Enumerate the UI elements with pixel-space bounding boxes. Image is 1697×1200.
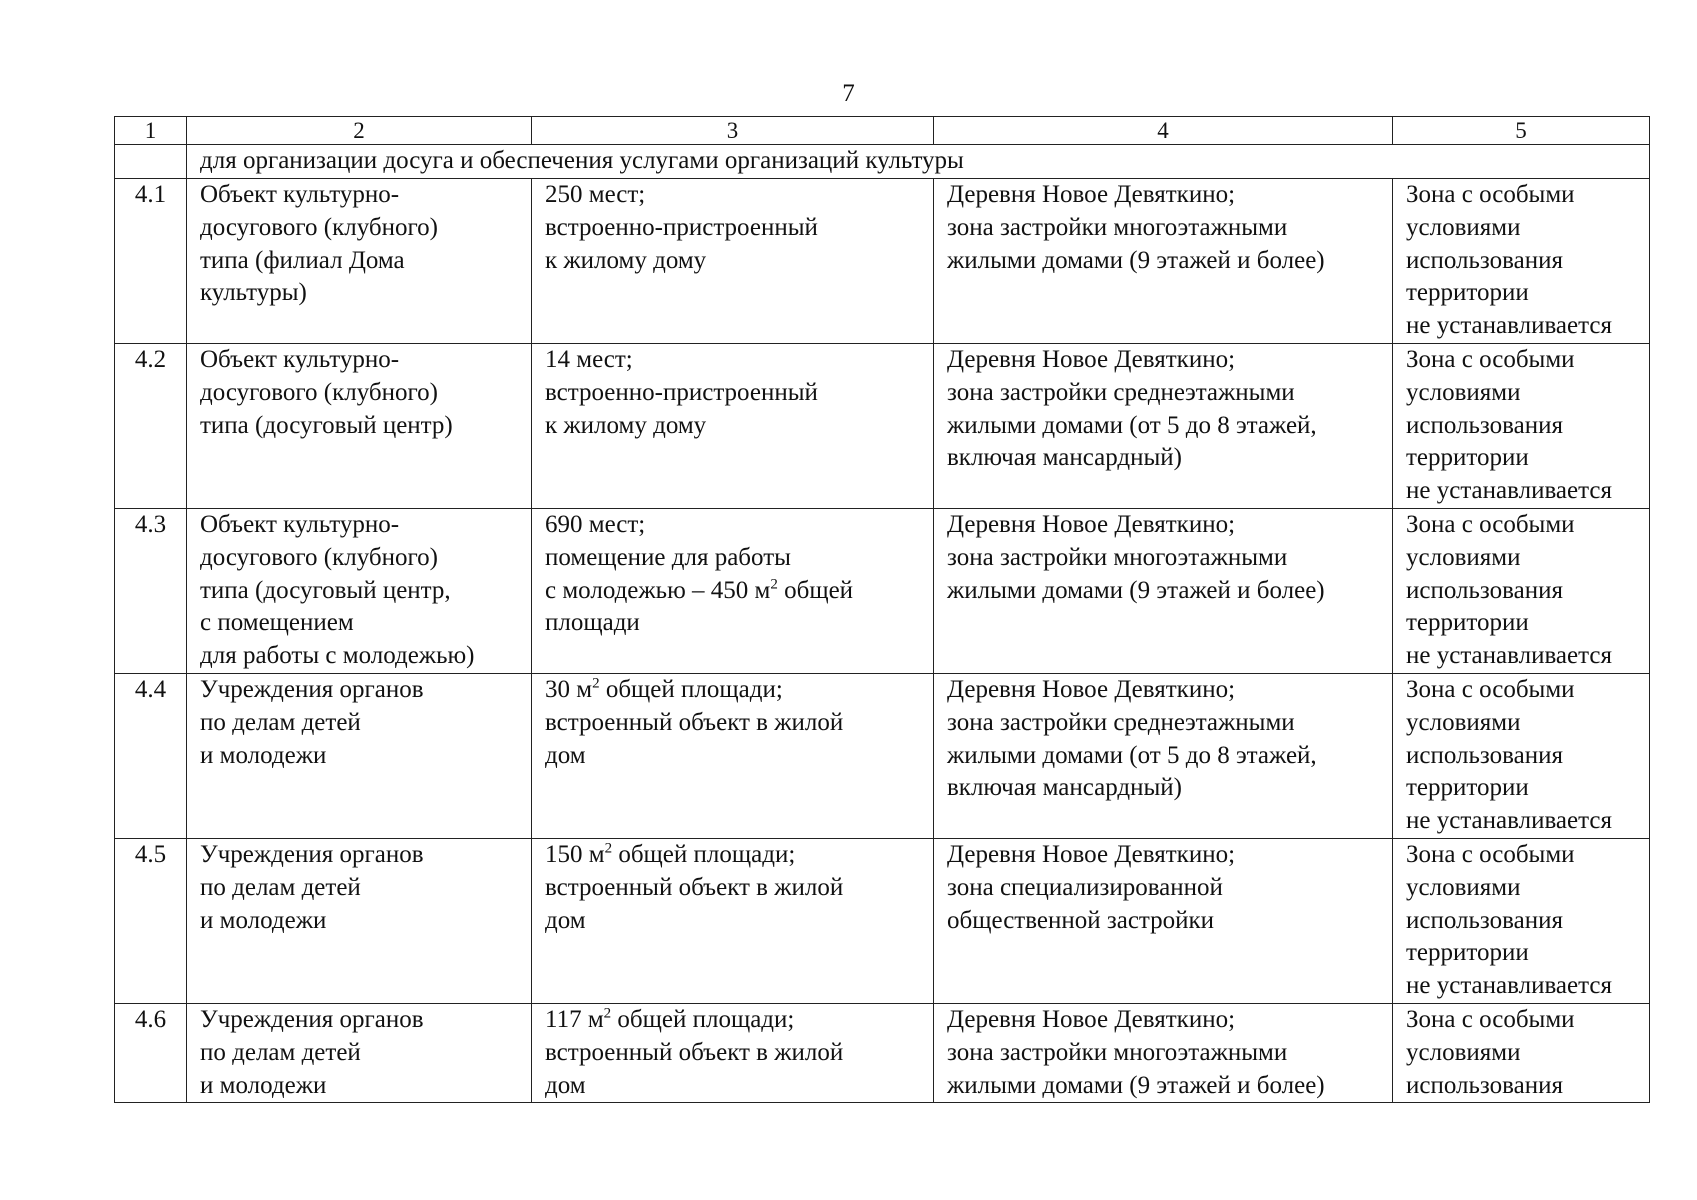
facility-name: Объект культурно- досугового (клубного) типа (филиал Дома культуры) bbox=[187, 179, 532, 344]
facility-name: Учреждения органов по делам детей и молодежи bbox=[187, 673, 532, 838]
capacity-text: общей площади; встроенный объект в жилой дом bbox=[545, 840, 844, 934]
section-row bbox=[115, 145, 1650, 179]
facility-location: Деревня Новое Девяткино; зона застройки многоэтажными жилыми домами (9 этажей и более) bbox=[934, 508, 1393, 673]
restricted-zone-note: Зона с особыми условиями использования территории не устанавливается bbox=[1393, 179, 1650, 344]
capacity-text: 250 мест; встроенно-пристроенный к жилому дому bbox=[545, 181, 818, 274]
capacity-text: общей площади; встроенный объект в жилой дом bbox=[545, 1005, 844, 1099]
table-header-row bbox=[115, 117, 1650, 145]
facility-capacity bbox=[532, 1003, 934, 1102]
capacity-text: общей площади bbox=[545, 576, 854, 637]
restricted-zone-note: Зона с особыми условиями использования территории не устанавливается bbox=[1393, 508, 1650, 673]
facility-location: Деревня Новое Девяткино; зона специализированной общественной застройки bbox=[934, 838, 1393, 1003]
table-body bbox=[115, 179, 1650, 1103]
row-number: 4.3 bbox=[115, 508, 187, 673]
row-number: 4.1 bbox=[115, 179, 187, 344]
header-col-4: 4 bbox=[934, 117, 1393, 145]
row-number: 4.6 bbox=[115, 1003, 187, 1102]
header-col-3: 3 bbox=[532, 117, 934, 145]
facility-capacity bbox=[532, 343, 934, 508]
table-row bbox=[115, 343, 1650, 508]
restricted-zone-note: Зона с особыми условиями использования территории не устанавливается bbox=[1393, 673, 1650, 838]
table-row bbox=[115, 673, 1650, 838]
facility-name: Объект культурно- досугового (клубного) типа (досуговый центр, с помещением для работы с молодежью) bbox=[187, 508, 532, 673]
facility-location: Деревня Новое Девяткино; зона застройки среднеэтажными жилыми домами (от 5 до 8 этажей, включая мансардный) bbox=[934, 673, 1393, 838]
superscript-exponent: 2 bbox=[604, 840, 613, 857]
facility-capacity bbox=[532, 179, 934, 344]
facility-location: Деревня Новое Девяткино; зона застройки среднеэтажными жилыми домами (от 5 до 8 этажей, включая мансардный) bbox=[934, 343, 1393, 508]
row-number: 4.2 bbox=[115, 343, 187, 508]
capacity-text: 690 мест; помещение для работы с молодежью – 450 м bbox=[545, 510, 791, 604]
section-num-cell bbox=[115, 145, 187, 179]
facility-capacity bbox=[532, 838, 934, 1003]
superscript-exponent: 2 bbox=[770, 576, 778, 593]
facility-name: Объект культурно- досугового (клубного) типа (досуговый центр) bbox=[187, 343, 532, 508]
restricted-zone-note: Зона с особыми условиями использования bbox=[1393, 1003, 1650, 1102]
table-row bbox=[115, 838, 1650, 1003]
header-col-1: 1 bbox=[115, 117, 187, 145]
row-number: 4.4 bbox=[115, 673, 187, 838]
facility-capacity bbox=[532, 673, 934, 838]
capacity-text: общей площади; встроенный объект в жилой дом bbox=[545, 675, 844, 769]
table-row bbox=[115, 179, 1650, 344]
facility-location: Деревня Новое Девяткино; зона застройки многоэтажными жилыми домами (9 этажей и более) bbox=[934, 179, 1393, 344]
restricted-zone-note: Зона с особыми условиями использования территории не устанавливается bbox=[1393, 343, 1650, 508]
capacity-text: 117 м bbox=[545, 1005, 604, 1033]
facilities-table bbox=[114, 116, 1650, 1103]
facility-location: Деревня Новое Девяткино; зона застройки многоэтажными жилыми домами (9 этажей и более) bbox=[934, 1003, 1393, 1102]
facility-name: Учреждения органов по делам детей и молодежи bbox=[187, 1003, 532, 1102]
capacity-text: 150 м bbox=[545, 840, 605, 868]
section-title: для организации досуга и обеспечения услугами организаций культуры bbox=[187, 145, 1650, 179]
superscript-exponent: 2 bbox=[603, 1005, 612, 1022]
table-row bbox=[115, 508, 1650, 673]
superscript-exponent: 2 bbox=[592, 675, 600, 692]
header-col-2: 2 bbox=[187, 117, 532, 145]
facility-name: Учреждения органов по делам детей и молодежи bbox=[187, 838, 532, 1003]
table-row bbox=[115, 1003, 1650, 1102]
header-col-5: 5 bbox=[1393, 117, 1650, 145]
row-number: 4.5 bbox=[115, 838, 187, 1003]
capacity-text: 14 мест; встроенно-пристроенный к жилому дому bbox=[545, 345, 818, 439]
facility-capacity bbox=[532, 508, 934, 673]
restricted-zone-note: Зона с особыми условиями использования территории не устанавливается bbox=[1393, 838, 1650, 1003]
capacity-text: 30 м bbox=[545, 675, 593, 703]
page-number: 7 bbox=[842, 80, 855, 107]
